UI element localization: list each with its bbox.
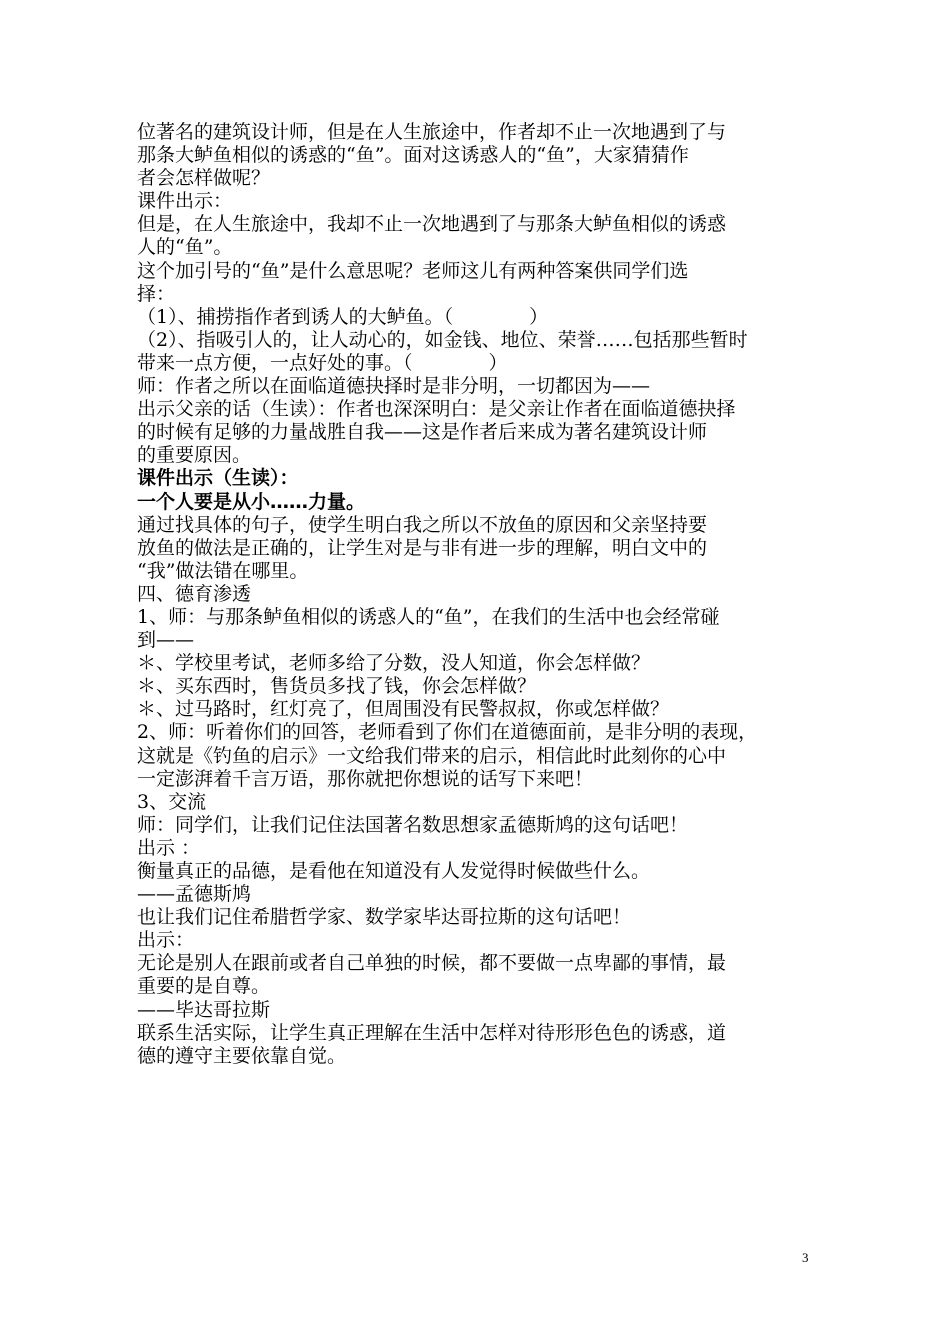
- text-line: （1）、捕捞指作者到诱人的大鲈鱼。（ ）: [137, 305, 549, 328]
- list-item: ＊、买东西时，售货员多找了钱，你会怎样做？: [137, 675, 537, 698]
- list-item: ＊、学校里考试，老师多给了分数，没人知道，你会怎样做？: [137, 652, 651, 675]
- quote-line: 无论是别人在跟前或者自己单独的时候，都不要做一点卑鄙的事情，最: [137, 952, 727, 975]
- text-line: 3、交流: [137, 790, 207, 813]
- text-line: “我”做法错在哪里。: [137, 559, 309, 582]
- text-line: 带来一点方便，一点好处的事。（ ）: [137, 351, 508, 374]
- text-line: 放鱼的做法是正确的，让学生对是与非有进一步的理解，明白文中的: [137, 536, 708, 559]
- text-line: 联系生活实际，让学生真正理解在生活中怎样对待形形色色的诱惑，道: [137, 1021, 727, 1044]
- text-line: 1、师：与那条鲈鱼相似的诱惑人的“鱼”，在我们的生活中也会经常碰: [137, 605, 720, 628]
- text-line: 那条大鲈鱼相似的诱惑的“鱼”。面对这诱惑人的“鱼”，大家猜猜作: [137, 144, 689, 167]
- text-line: 出示：: [137, 929, 195, 952]
- text-line: 者会怎样做呢？: [137, 167, 271, 190]
- text-line: 择：: [137, 282, 176, 305]
- quote-attribution: ——毕达哥拉斯: [137, 998, 271, 1021]
- text-line: 也让我们记住希腊哲学家、数学家毕达哥拉斯的这句话吧！: [137, 906, 632, 929]
- text-line: 通过找具体的句子，使学生明白我之所以不放鱼的原因和父亲坚持要: [137, 513, 708, 536]
- text-line: 的时候有足够的力量战胜自我——这是作者后来成为著名建筑设计师: [137, 421, 708, 444]
- bold-heading-line: 课件出示（生读）：: [137, 467, 299, 490]
- text-line: 人的“鱼”。: [137, 236, 233, 259]
- text-line: 位著名的建筑设计师，但是在人生旅途中，作者却不止一次地遇到了与: [137, 121, 727, 143]
- text-line: 的重要原因。: [137, 444, 252, 467]
- text-line: 2、师：听着你们的回答，老师看到了你们在道德面前，是非分明的表现，: [137, 721, 758, 744]
- text-line: 但是，在人生旅途中，我却不止一次地遇到了与那条大鲈鱼相似的诱惑: [137, 213, 727, 236]
- quote-attribution: ——孟德斯鸠: [137, 883, 252, 906]
- text-line: 出示父亲的话（生读）：作者也深深明白：是父亲让作者在面临道德抉择: [137, 398, 736, 421]
- quote-line: 衡量真正的品德，是看他在知道没有人发觉得时候做些什么。: [137, 860, 651, 882]
- text-line: 这个加引号的“鱼”是什么意思呢？老师这儿有两种答案供同学们选: [137, 259, 689, 282]
- bold-quote-line: 一个人要是从小……力量。: [137, 490, 366, 513]
- section-heading: 四、德育渗透: [137, 582, 252, 605]
- text-line: （2）、指吸引人的，让人动心的，如金钱、地位、荣誉……包括那些暂时: [137, 328, 748, 351]
- text-line: 一定澎湃着千言万语，那你就把你想说的话写下来吧！: [137, 767, 594, 790]
- text-line: 这就是《钓鱼的启示》一文给我们带来的启示，相信此时此刻你的心中: [137, 744, 727, 767]
- page-number: 3: [802, 1250, 809, 1265]
- text-line: 师：作者之所以在面临道德抉择时是非分明，一切都因为——: [137, 375, 651, 398]
- text-line: 到——: [137, 629, 195, 652]
- document-body: [137, 121, 827, 1068]
- quote-line: 重要的是自尊。: [137, 975, 271, 998]
- text-line: 出示 ：: [137, 836, 201, 859]
- text-line: 德的遵守主要依靠自觉。: [137, 1044, 347, 1067]
- list-item: ＊、过马路时，红灯亮了，但周围没有民警叔叔，你或怎样做？: [137, 698, 670, 721]
- text-line: 课件出示：: [137, 190, 233, 213]
- text-line: 师：同学们，让我们记住法国著名数思想家孟德斯鸠的这句话吧！: [137, 813, 689, 836]
